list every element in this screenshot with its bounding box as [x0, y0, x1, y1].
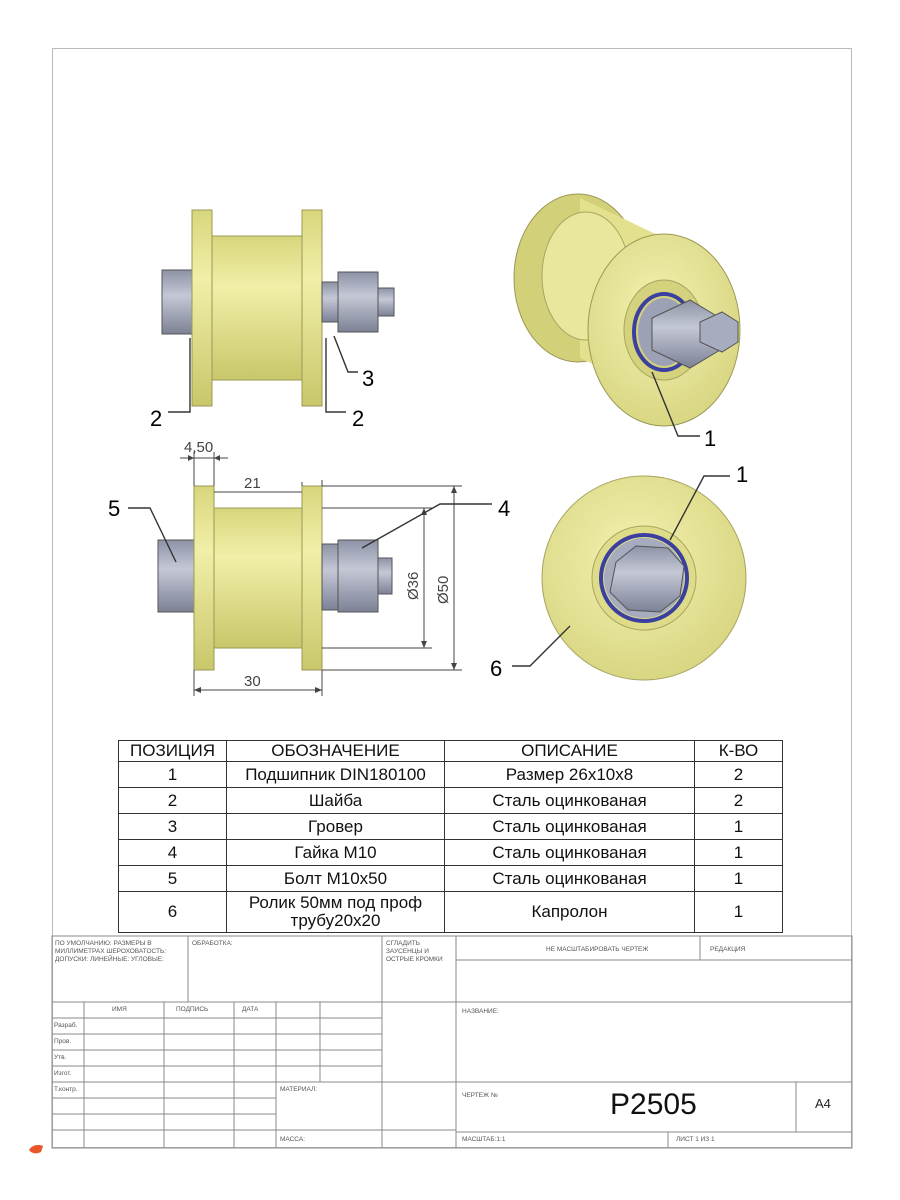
cell-pos: 1 [119, 762, 227, 788]
row-manufacturer: Изгот. [54, 1070, 72, 1077]
cell-name: Гровер [227, 814, 445, 840]
cell-qty: 1 [695, 866, 783, 892]
cell-qty: 1 [695, 814, 783, 840]
callout-2-right: 2 [352, 406, 365, 431]
header-quantity: К-ВО [695, 741, 783, 762]
sheet-count-label: ЛИСТ 1 ИЗ 1 [676, 1136, 715, 1143]
cell-name: Подшипник DIN180100 [227, 762, 445, 788]
header-description: ОПИСАНИЕ [445, 741, 695, 762]
callout-3: 3 [362, 366, 375, 391]
row-approver: Утв. [54, 1054, 67, 1061]
cell-name: Ролик 50мм под проф трубу20х20 [227, 892, 445, 933]
title-label: НАЗВАНИЕ: [462, 1008, 499, 1015]
cell-desc: Размер 26х10х8 [445, 762, 695, 788]
callout-1-front: 1 [736, 462, 749, 487]
finish-label: ОБРАБОТКА: [192, 940, 233, 947]
cell-pos: 6 [119, 892, 227, 933]
cell-desc: Сталь оцинкованая [445, 866, 695, 892]
drawing-number-label: ЧЕРТЕЖ № [462, 1092, 498, 1099]
cell-desc: Сталь оцинкованая [445, 814, 695, 840]
callout-2-left: 2 [150, 406, 163, 431]
cell-qty: 2 [695, 762, 783, 788]
scale-label: МАСШТАБ:1:1 [462, 1136, 506, 1143]
row-developer: Разраб. [54, 1022, 78, 1029]
dim-inner-width: 21 [244, 475, 261, 492]
cell-pos: 3 [119, 814, 227, 840]
cell-name: Шайба [227, 788, 445, 814]
header-designation: ОБОЗНАЧЕНИЕ [227, 741, 445, 762]
cell-qty: 2 [695, 788, 783, 814]
row-checker: Пров. [54, 1038, 72, 1045]
cell-name: Болт М10х50 [227, 866, 445, 892]
callout-4: 4 [498, 496, 511, 521]
cell-pos: 2 [119, 788, 227, 814]
col-date-label: ДАТА [242, 1006, 259, 1013]
deburr-note: СГЛАДИТЬ ЗАУСЕНЦЫ И ОСТРЫЕ КРОМКИ [386, 940, 443, 963]
material-label: МАТЕРИАЛ: [280, 1086, 318, 1093]
cell-name: Гайка М10 [227, 840, 445, 866]
header-position: ПОЗИЦИЯ [119, 741, 227, 762]
col-name-label: ИМЯ [112, 1006, 127, 1013]
dim-dia-inner: Ø36 [405, 571, 422, 600]
callout-5: 5 [108, 496, 121, 521]
dim-total-width: 30 [244, 673, 261, 690]
row-quality-control: Т.контр. [54, 1086, 78, 1093]
dim-dia-outer: Ø50 [435, 575, 452, 604]
sheet-size: А4 [815, 1096, 831, 1111]
callout-6: 6 [490, 656, 503, 681]
cell-qty: 1 [695, 892, 783, 933]
tolerances-note: ПО УМОЛЧАНИЮ: РАЗМЕРЫ В МИЛЛИМЕТРАХ ШЕРОХОВАТОСТЬ: ДОПУСКИ: ЛИНЕЙНЫЕ: УГЛОВЫЕ: [55, 940, 167, 963]
cell-desc: Сталь оцинкованая [445, 840, 695, 866]
mass-label: МАССА: [280, 1136, 305, 1143]
cell-pos: 4 [119, 840, 227, 866]
revision-label: РЕДАКЦИЯ [710, 946, 746, 953]
dim-flange: 4,50 [184, 439, 214, 456]
cell-desc: Капролон [445, 892, 695, 933]
col-sign-label: ПОДПИСЬ [176, 1006, 209, 1013]
cell-qty: 1 [695, 840, 783, 866]
cell-desc: Сталь оцинкованая [445, 788, 695, 814]
callout-1-iso: 1 [704, 426, 717, 451]
no-scale-note: НЕ МАСШТАБИРОВАТЬ ЧЕРТЕЖ [546, 946, 649, 953]
drawing-number: P2505 [610, 1088, 697, 1121]
pencil-icon [28, 1142, 44, 1156]
cell-pos: 5 [119, 866, 227, 892]
